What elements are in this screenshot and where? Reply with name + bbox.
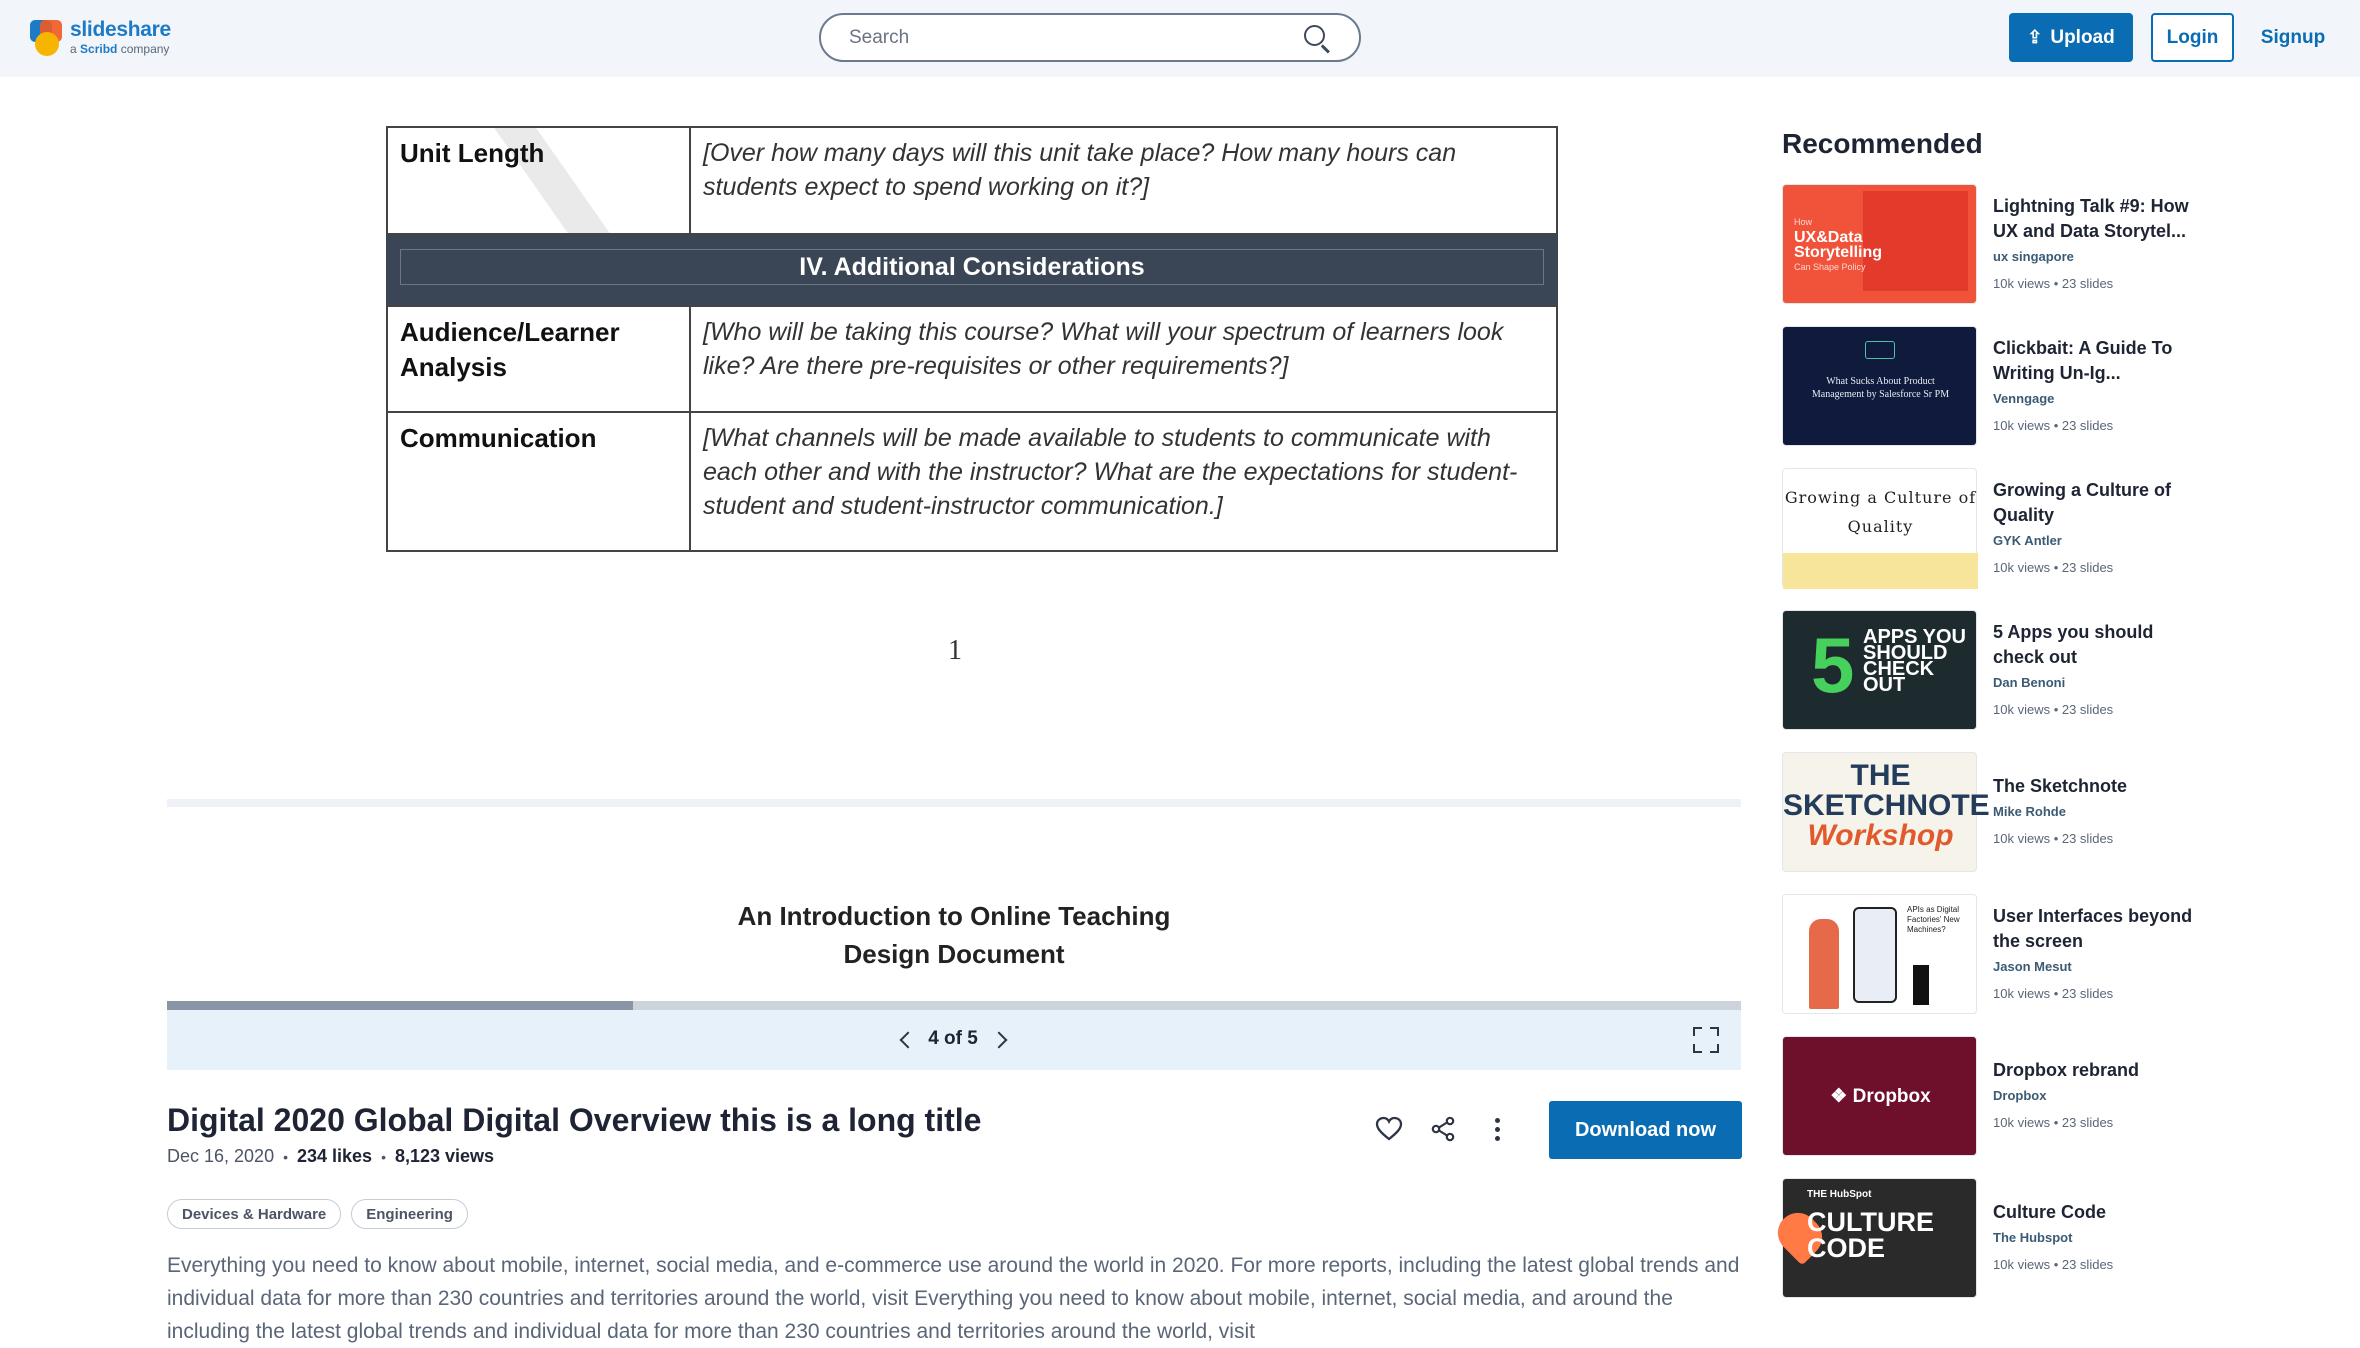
- slide-page-number: 1: [948, 635, 962, 666]
- recommended-title[interactable]: Culture Code: [1993, 1202, 2107, 1222]
- recommended-stats: 10k views • 23 slides: [1993, 276, 2114, 291]
- recommended-item[interactable]: [1782, 468, 2202, 588]
- recommended-thumbnail[interactable]: APIs as Digital Factories' New Machines?: [1782, 894, 1977, 1014]
- recommended-stats: 10k views • 23 slides: [1993, 560, 2114, 575]
- more-options-icon[interactable]: [1480, 1112, 1514, 1146]
- dropbox-icon: ❖: [1830, 1086, 1848, 1107]
- tag-chip[interactable]: Engineering: [351, 1199, 468, 1229]
- recommended-stats: 10k views • 23 slides: [1993, 1115, 2114, 1130]
- next-slide-title: An Introduction to Online Teaching Design Document: [737, 901, 1171, 969]
- slide-table: [386, 126, 1558, 552]
- recommended-title[interactable]: Lightning Talk #9: How UX and Data Storytel...: [1993, 196, 2189, 241]
- slide-viewer: [167, 77, 1741, 1070]
- share-icon: [1430, 1116, 1456, 1142]
- download-button[interactable]: Download now: [1549, 1101, 1742, 1159]
- recommended-item[interactable]: [1782, 752, 2202, 872]
- tag-chip[interactable]: Devices & Hardware: [167, 1199, 341, 1229]
- row-label: Unit Length: [387, 127, 690, 234]
- recommended-item[interactable]: [1782, 1036, 2202, 1156]
- row-description: [Over how many days will this unit take place? How many hours can students expect to spend working on it?]: [690, 127, 1557, 234]
- next-slide-button[interactable]: [986, 1025, 1016, 1055]
- row-description: [Who will be taking this course? What will your spectrum of learners look like? Are there pre-requisites or other requirements?]: [690, 306, 1557, 412]
- likes-count: 234 likes: [296, 1146, 373, 1166]
- search-icon[interactable]: [1303, 24, 1331, 52]
- slide-controls: [167, 1010, 1741, 1070]
- section-heading: IV. Additional Considerations: [400, 249, 1544, 285]
- login-button[interactable]: Login: [2151, 13, 2234, 62]
- recommended-thumbnail[interactable]: THE SKETCHNOTE Workshop: [1782, 752, 1977, 872]
- heart-icon: [1376, 1117, 1402, 1141]
- signup-button[interactable]: Signup: [2260, 26, 2326, 48]
- recommended-item[interactable]: [1782, 184, 2202, 304]
- search-input[interactable]: [849, 27, 1303, 49]
- share-button[interactable]: [1426, 1112, 1460, 1146]
- recommended-stats: 10k views • 23 slides: [1993, 1257, 2114, 1272]
- recommended-stats: 10k views • 23 slides: [1993, 831, 2114, 846]
- document-actions: [1372, 1112, 1534, 1146]
- recommended-item[interactable]: [1782, 610, 2202, 730]
- recommended-stats: 10k views • 23 slides: [1993, 418, 2114, 433]
- slide-progress-fill: [167, 1001, 633, 1010]
- table-row: [387, 412, 1557, 551]
- row-label: Communication: [387, 412, 690, 551]
- recommended-title[interactable]: Growing a Culture of Quality: [1993, 480, 2171, 525]
- chevron-right-icon: [990, 1032, 1007, 1049]
- previous-slide-button[interactable]: [890, 1025, 920, 1055]
- row-label: Audience/Learner Analysis: [387, 306, 690, 412]
- fullscreen-icon[interactable]: [1693, 1027, 1719, 1053]
- logo-name: slideshare: [70, 18, 171, 41]
- recommended-stats: 10k views • 23 slides: [1993, 702, 2114, 717]
- upload-label: Upload: [2050, 26, 2115, 48]
- upload-button[interactable]: [2009, 13, 2133, 62]
- recommended-thumbnail[interactable]: Growing a Culture of Quality: [1782, 468, 1977, 588]
- publish-date: Dec 16, 2020: [167, 1146, 275, 1166]
- section-heading-row: [387, 234, 1557, 306]
- recommended-title[interactable]: 5 Apps you should check out: [1993, 622, 2154, 667]
- logo-subtitle: a Scribd company: [70, 42, 170, 56]
- table-row: [387, 127, 1557, 234]
- recommended-author[interactable]: Mike Rohde: [1993, 804, 2066, 819]
- slideshare-logo-icon: [30, 18, 64, 56]
- row-description: [What channels will be made available to students to communicate with each other and with the instructor? What are the expectations for student-student and student-instructor communication.]: [690, 412, 1557, 551]
- document-description: Everything you need to know about mobile, internet, social media, and e-commerce use around the world in 2020. For more reports, including the latest global trends and individual data for more than 230 countries and territories around the world, visit Everything you need to know about mobile, internet, social media, and around the including the latest global trends and individual data for more than 230 countries and territories around the world, visit: [167, 1254, 1740, 1343]
- recommended-thumbnail[interactable]: What Sucks About Product Management by Salesforce Sr PM: [1782, 326, 1977, 446]
- top-navigation-bar: [0, 0, 2360, 77]
- slide-separator: [167, 799, 1741, 807]
- recommended-title[interactable]: Clickbait: A Guide To Writing Un-Ig...: [1993, 338, 2173, 383]
- upload-icon: ⇪: [2027, 27, 2043, 47]
- recommended-author[interactable]: ux singapore: [1993, 249, 2074, 264]
- like-button[interactable]: [1372, 1112, 1406, 1146]
- recommended-title[interactable]: User Interfaces beyond the screen: [1993, 906, 2193, 951]
- recommended-author[interactable]: The Hubspot: [1993, 1230, 2073, 1245]
- recommended-thumbnail[interactable]: How UX&Data Storytelling Can Shape Policy: [1782, 184, 1977, 304]
- page-indicator: 4 of 5: [928, 1028, 978, 1049]
- recommended-author[interactable]: GYK Antler: [1993, 533, 2062, 548]
- recommended-author[interactable]: Venngage: [1993, 391, 2055, 406]
- tag-list: [167, 1199, 478, 1229]
- views-count: 8,123 views: [394, 1146, 495, 1166]
- recommended-stats: 10k views • 23 slides: [1993, 986, 2114, 1001]
- chevron-left-icon: [899, 1032, 916, 1049]
- slide-progress-bar[interactable]: [167, 1001, 1741, 1010]
- recommended-author[interactable]: Dropbox: [1993, 1088, 2047, 1103]
- slideshare-logo[interactable]: [30, 18, 171, 56]
- recommended-item[interactable]: [1782, 894, 2202, 1014]
- recommended-title[interactable]: The Sketchnote: [1993, 776, 2128, 796]
- recommended-author[interactable]: Jason Mesut: [1993, 959, 2072, 974]
- recommended-item[interactable]: [1782, 326, 2202, 446]
- recommended-thumbnail[interactable]: 5 APPS YOU SHOULD CHECK OUT: [1782, 610, 1977, 730]
- document-meta: Dec 16, 2020 • 234 likes • 8,123 views: [167, 1146, 495, 1166]
- recommended-item[interactable]: [1782, 1178, 2202, 1298]
- recommended-heading: Recommended: [1782, 128, 1983, 159]
- recommended-title[interactable]: Dropbox rebrand: [1993, 1060, 2140, 1080]
- slide-page: [167, 77, 1741, 802]
- recommended-thumbnail[interactable]: THE HubSpot CULTURE CODE: [1782, 1178, 1977, 1298]
- search-box[interactable]: [819, 13, 1361, 62]
- recommended-thumbnail[interactable]: ❖ Dropbox: [1782, 1036, 1977, 1156]
- recommended-author[interactable]: Dan Benoni: [1993, 675, 2066, 690]
- document-title: Digital 2020 Global Digital Overview this is a long title: [167, 1102, 982, 1138]
- table-row: [387, 306, 1557, 412]
